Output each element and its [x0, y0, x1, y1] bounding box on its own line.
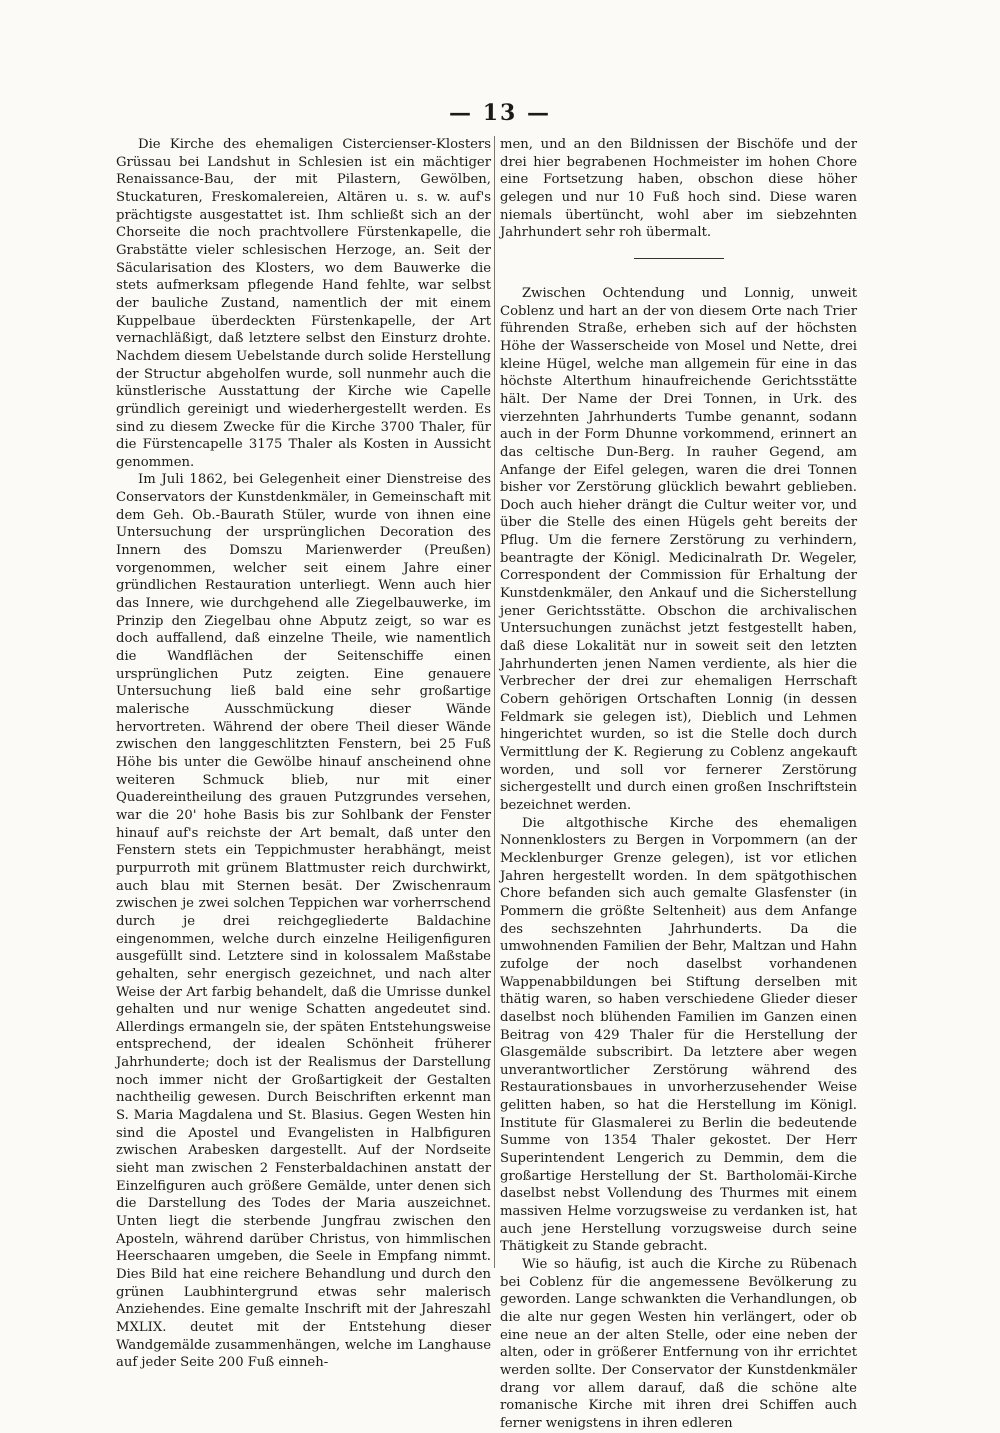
- section-rule: [634, 258, 724, 259]
- paragraph-continuation: men, und an den Bildnissen der Bischöfe und der drei hier begrabenen Hochmeister im hohen Chore eine Fortsetzung haben, obschon diese höher gelegen und nur 10 Fuß hoch sind. Diese waren niemals übertüncht, wohl aber im siebzehnten Jahrhundert sehr roh übermalt.: [500, 137, 857, 241]
- paragraph-gruessau: Die Kirche des ehemaligen Cistercienser-Klosters Grüssau bei Landshut in Schlesien ist ein mächtiger Renaissance-Bau, der mit Pilastern, Gewölben, Stuckaturen, Freskomalereien, Altären u. s. w. auf's prächtigste ausgestattet ist. Ihm schließt sich an der Chorseite die noch prachtvollere Fürstenkapelle, die Grabstätte vieler schlesischen Herzoge, an. Seit der Säcularisation des Klosters, wo dem Bauwerke die stets aufmerksam pflegende Hand fehlte, war selbst der bauliche Zustand, namentlich der mit einem Kuppelbaue überdeckten Fürstenkapelle, der Art vernachläßigt, daß letztere selbst den Einsturz drohte. Nachdem diesem Uebelstande durch solide Herstellung der Structur abgeholfen wurde, soll nunmehr auch die künstlerische Ausstattung der Kirche wie Capelle gründlich gereinigt und wiederhergestellt werden. Es sind zu diesem Zwecke für die Kirche 3700 Thaler, für die Fürstencapelle 3175 Thaler als Kosten in Aussicht genommen.: [116, 137, 491, 470]
- page-number: — 13 —: [449, 100, 551, 126]
- paragraph-marienwerder: Im Juli 1862, bei Gelegenheit einer Dienstreise des Conservators der Kunstdenkmäler, in Gemeinschaft mit dem Geh. Ob.-Baurath Stüler, wurde von ihnen eine Untersuchung der ursprünglichen Decoration des Innern des Domszu Marienwerder (Preußen) vorgenommen, welcher seit einem Jahre einer gründlichen Restauration unterliegt. Wenn auch hier das Innere, wie durchgehend alle Ziegelbauwerke, im Prinzip den Ziegelbau ohne Abputz zeigt, so war es doch auffallend, daß einzelne Theile, wie namentlich die Wandflächen der Seitenschiffe einen ursprünglichen Putz zeigten. Eine genauere Untersuchung ließ bald eine sehr großartige malerische Ausschmückung dieser Wände hervortreten. Während der obere Theil dieser Wände zwischen den langgeschlitzten Fenstern, bei 25 Fuß Höhe bis unter die Gewölbe hinauf anscheinend ohne weiteren Schmuck blieb, nur mit einer Quadereintheilung des grauen Putzgrundes versehen, war die 20' hohe Basis bis zur Sohlbank der Fenster hinauf auf's reichste der Art bemalt, daß unter den Fenstern stets ein Teppichmuster herabhängt, meist purpurroth mit grünem Blattmuster reich durchwirkt, auch blau mit Sternen besät. Der Zwischenraum zwischen je zwei solchen Teppichen war vorherrschend durch je drei reichgegliederte Baldachine eingenommen, welche durch einzelne Heiligenfiguren ausgefüllt sind. Letztere sind in kolossalem Maßstabe gehalten, sehr energisch gezeichnet, und nach alter Weise der Art farbig behandelt, daß die Umrisse dunkel gehalten und nur wenige Schatten angedeutet sind. Allerdings ermangeln sie, der späten Entstehungsweise entsprechend, der idealen Schönheit früherer Jahrhunderte; doch ist der Realismus der Darstellung noch immer nicht der Großartigkeit der Gestalten nachtheilig gewesen. Durch Beischriften erkennt man S. Maria Magdalena und St. Blasius. Gegen Westen hin sind die Apostel und Evangelisten in Halbfiguren zwischen Arabesken dargestellt. Auf der Nordseite sieht man zwischen 2 Fensterbaldachinen anstatt der Einzelfiguren auch größere Gemälde, unter denen sich die Darstellung des Todes der Maria auszeichnet. Unten liegt die sterbende Jungfrau zwischen den Aposteln, während darüber Christus, von himmlischen Heerschaaren umgeben, die Seele in Empfang nimmt. Dies Bild hat eine reichere Behandlung und durch den grünen Laubhintergrund etwas sehr malerisch Anziehendes. Eine gemalte Inschrift mit der Jahreszahl MXLIX. deutet mit der Entstehung dieser Wandgemälde zusammenhängen, welche im Langhause auf jeder Seite 200 Fuß einneh-: [116, 472, 491, 1371]
- paragraph-bergen: Die altgothische Kirche des ehemaligen Nonnenklosters zu Bergen in Vorpommern (an der Mecklenburger Grenze gelegen), ist vor etlichen Jahren hergestellt worden. In dem spätgothischen Chore befanden sich auch gemalte Glasfenster (in Pommern die größte Seltenheit) aus dem Anfange des sechszehnten Jahrhunderts. Da die umwohnenden Familien der Behr, Maltzan und Hahn zufolge der noch daselbst vorhandenen Wappenabbildungen bei Stiftung derselben mit thätig waren, so haben verschiedene Glieder dieser daselbst noch blühenden Familien im Ganzen einen Beitrag von 429 Thaler für die Herstellung der Glasgemälde subscribirt. Da letztere aber wegen unverantwortlicher Zerstörung während des Restaurationsbaues in unvorherzusehender Weise gelitten haben, so hat die Herstellung im Königl. Institute für Glasmalerei zu Berlin die bedeutende Summe von 1354 Thaler gekostet. Der Herr Superintendent Lengerich zu Demmin, dem die großartige Herstellung der St. Bartholomäi-Kirche daselbst nebst Vollendung des Thurmes mit einem massiven Helme vorzugsweise zu verdanken ist, hat auch jene Herstellung vorzugsweise durch seine Thätigkeit zu Stande gebracht.: [500, 815, 857, 1255]
- paragraph-drei-tonnen: Zwischen Ochtendung und Lonnig, unweit Coblenz und hart an der von diesem Orte nach Trier führenden Straße, erheben sich auf der höchsten Höhe der Wasserscheide von Mosel und Nette, drei kleine Hügel, welche man allgemein für eine in das höchste Alterthum hinaufreichende Gerichtsstätte hält. Der Name der Drei Tonnen, in Urk. des vierzehnten Jahrhunderts Tumbe genannt, sodann auch in der Form Dhunne vorkommend, erinnert an das celtische Dun-Berg. In rauher Gegend, am Anfange der Eifel gelegen, waren die drei Tonnen bisher vor Zerstörung glücklich bewahrt geblieben. Doch auch hieher drängt die Cultur weiter vor, und über die Stelle des einen Hügels geht bereits der Pflug. Um die fernere Zerstörung zu verhindern, beantragte der Königl. Medicinalrath Dr. Wegeler, Correspondent der Commission für Erhaltung der Kunstdenkmäler, den Ankauf und die Sicherstellung jener Gerichtsstätte. Obschon die archivalischen Untersuchungen zunächst jetzt festgestellt haben, daß diese Lokalität nur in soweit seit den letzten Jahrhunderten jenen Namen verdiente, als hier die Verbrecher der drei zur ehemaligen Herrschaft Cobern gehörigen Ortschaften Lonnig (in dessen Feldmark sie gelegen ist), Dieblich und Lehmen hingerichtet wurden, so ist die Stelle doch durch Vermittlung der K. Regierung zu Coblenz angekauft worden, und soll vor fernerer Zerstörung sichergestellt und durch einen großen Inschriftstein bezeichnet werden.: [500, 285, 857, 813]
- left-column: [116, 136, 491, 1372]
- paragraph-ruebenach: Wie so häufig, ist auch die Kirche zu Rübenach bei Coblenz für die angemessene Bevölkerung zu geworden. Lange schwankten die Verhandlungen, ob die alte nur gegen Westen hin verlängert, oder ob eine neue an der alten Stelle, oder eine neben der alten, oder in größerer Entfernung von ihr errichtet werden sollte. Der Conservator der Kunstdenkmäler drang vor allem darauf, daß die schöne alte romanische Kirche mit ihren drei Schiffen auch ferner wenigstens in ihren edleren: [500, 1257, 857, 1431]
- column-divider: [494, 136, 495, 1268]
- right-column: [500, 136, 857, 1433]
